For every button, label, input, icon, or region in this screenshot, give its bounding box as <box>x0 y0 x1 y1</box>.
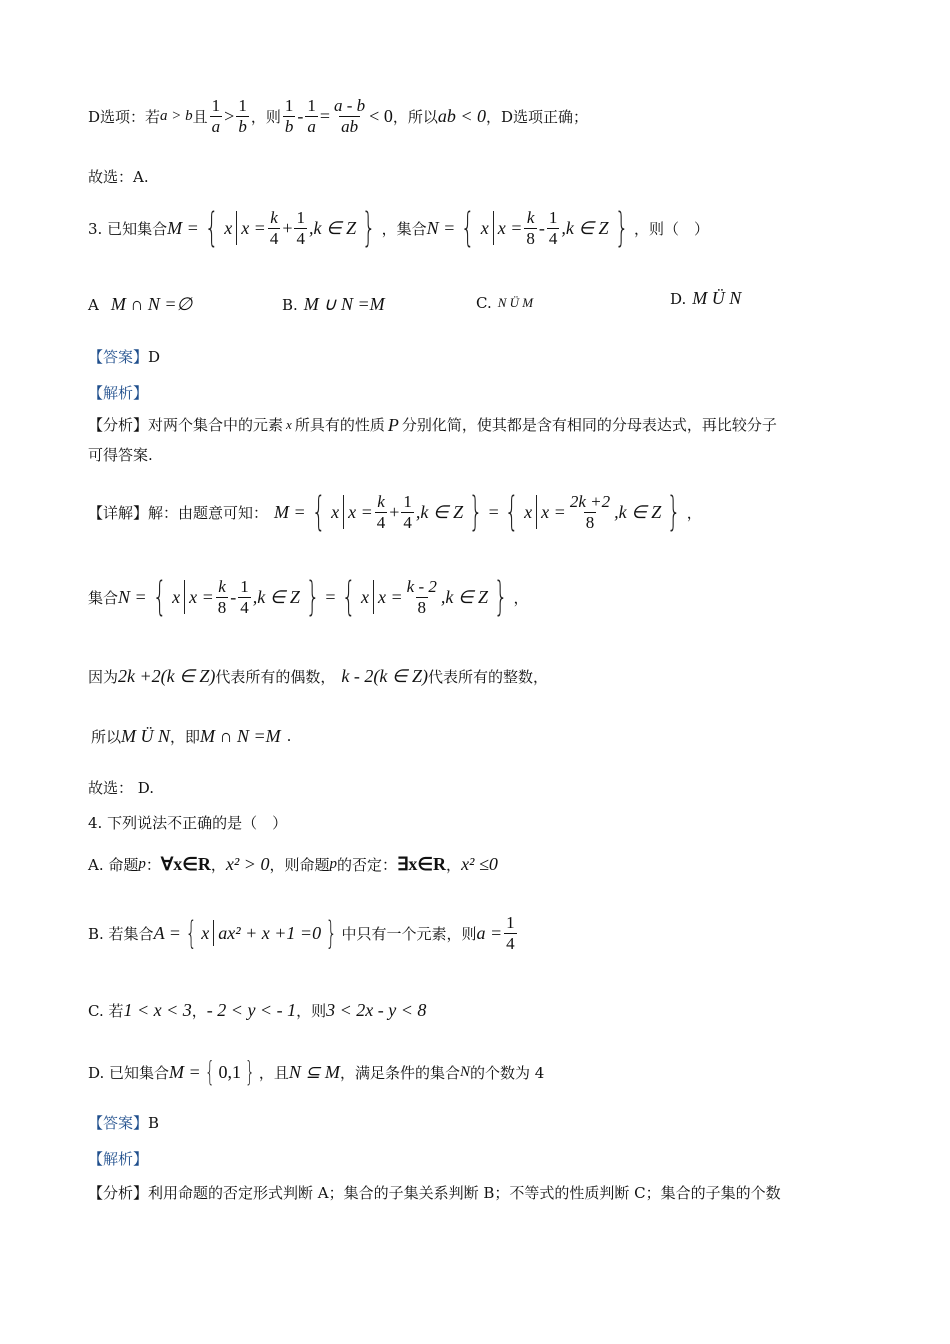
q4a-comma: ， <box>446 855 462 874</box>
q4-option-a <box>88 846 498 882</box>
left-brace: { <box>204 205 219 251</box>
left-brace: { <box>152 574 167 620</box>
set-bar <box>213 920 214 946</box>
set-expr-x: x = <box>497 217 523 238</box>
q4a-comma: ， <box>210 855 226 874</box>
option-d-label: D. <box>670 289 687 308</box>
answer-3 <box>88 346 160 367</box>
var-p: P <box>387 415 399 435</box>
var-x: x <box>286 417 292 432</box>
set-bar <box>184 580 185 614</box>
set-n-line <box>88 572 529 622</box>
q4c-prefix: C. 若 <box>88 1001 124 1020</box>
k-in-z: ,k ∈ Z <box>415 501 464 522</box>
analysis-3: 【解析】 <box>88 384 149 402</box>
q4c-text: ，则 <box>296 1001 327 1020</box>
q4d-text-3: 的个数为 4 <box>469 1063 545 1082</box>
option-b <box>282 294 385 315</box>
d-option-prefix: D选项：若 <box>88 107 161 126</box>
and-text: 且 <box>192 107 208 126</box>
option-d-expr: M Ü N <box>692 288 742 308</box>
k-in-z: ,k ∈ Z <box>252 586 300 607</box>
answer-tag: 【答案】 <box>88 348 149 366</box>
var-p: p <box>329 855 337 872</box>
answer-value: B <box>148 1113 160 1132</box>
option-c-label: C. <box>476 294 492 312</box>
set-n-end: ， <box>513 588 529 607</box>
choose-a: 故选：A. <box>88 168 149 186</box>
so-prefix: 所以 <box>91 727 122 746</box>
left-brace: { <box>504 489 519 535</box>
set-expr-x: x = <box>541 501 566 522</box>
plus-sign: + <box>389 501 400 522</box>
frac-k-over-8: $\frac{k}{8}$ <box>526 207 535 248</box>
set-n-def: N = <box>118 586 147 607</box>
option-c <box>476 294 533 312</box>
set-bar <box>536 495 537 529</box>
ineq-x: 1 < x < 3 <box>123 999 192 1020</box>
fenxi-text-4: 可得答案. <box>88 446 153 464</box>
set-var-x: x <box>480 217 489 238</box>
left-brace: { <box>341 574 356 620</box>
detail-tag: 【详解】 <box>88 503 149 522</box>
fenxi-text-3: 分别化简，使其都是含有相同的分母表达式，再比较分子 <box>401 416 777 434</box>
q3-prefix: 3. 已知集合 <box>88 219 168 238</box>
frac-1-over-a: $\frac{1}{a}$ <box>211 95 221 136</box>
a-eq: a = <box>476 922 503 943</box>
fenxi-text-2: 所具有的性质 <box>294 416 385 434</box>
set-expr-x: x = <box>241 217 266 238</box>
set-var-x: x <box>361 586 370 607</box>
frac-1-over-b-2: $\frac{1}{b}$ <box>284 95 294 136</box>
ineq-y: - 2 < y < - 1 <box>206 999 297 1020</box>
set-a-def: A = <box>153 922 181 943</box>
right-brace: } <box>667 489 682 535</box>
lt-zero: < 0 <box>369 105 393 126</box>
frac-1-over-4: $\frac{1}{4}$ <box>506 912 515 953</box>
q4a-colon: ： <box>145 855 161 874</box>
so-mid: ，即 <box>170 727 201 746</box>
frac-1-over-4: $\frac{1}{4}$ <box>240 576 249 617</box>
minus-sign: - <box>538 217 545 238</box>
d-option-end: ，D选项正确； <box>486 107 589 126</box>
set-var-x: x <box>201 922 210 943</box>
frac-k-over-8: $\frac{k}{8}$ <box>217 576 227 617</box>
q4d-prefix: D. 已知集合 <box>88 1063 170 1082</box>
frac-1-over-4: $\frac{1}{4}$ <box>403 491 412 532</box>
cond-a-gt-b: a > b <box>160 107 193 124</box>
frac-a-minus-b-over-ab: $\frac{a - b}{ab}$ <box>334 95 366 136</box>
set-bar <box>236 211 237 245</box>
q3-end: ，则（ ） <box>634 219 710 238</box>
set-n-prefix: 集合 <box>88 588 119 607</box>
detail-text: 解：由题意可知： <box>148 503 269 522</box>
option-a-label: A <box>88 295 99 314</box>
expr-m-cap-n: M ∩ N =M <box>200 725 281 746</box>
var-p: p <box>138 855 146 872</box>
because-prefix: 因为 <box>88 667 119 686</box>
fenxi-tag: 【分析】 <box>88 416 149 434</box>
set-expr-x: x = <box>348 501 373 522</box>
q4a-text-2: 的否定： <box>336 855 397 874</box>
q4-option-d <box>88 1054 544 1090</box>
right-brace: } <box>493 574 508 620</box>
k-in-z: ,k ∈ Z <box>561 217 609 238</box>
analysis-3-text <box>88 410 868 470</box>
set-var-x: x <box>172 586 181 607</box>
set-var-x: x <box>524 501 533 522</box>
x-squared-le-0: x² ≤0 <box>461 853 498 874</box>
detail-end: ， <box>686 503 702 522</box>
option-b-label: B. <box>282 295 298 314</box>
gt-sign: > <box>224 105 235 126</box>
option-d <box>670 288 741 309</box>
question-3 <box>88 203 709 253</box>
set-bar <box>493 211 494 245</box>
eq-sign: = <box>319 105 330 126</box>
expr-2k-plus-2: 2k +2(k ∈ Z) <box>118 665 216 686</box>
k-in-z: ,k ∈ Z <box>308 217 357 238</box>
so-text: ，所以 <box>392 107 438 126</box>
ab-lt-zero: ab < 0 <box>437 105 486 126</box>
so-line <box>91 718 291 754</box>
q4d-text-1: ，且 <box>258 1063 289 1082</box>
q4c-comma: ， <box>191 1001 207 1020</box>
option-a-expr: M ∩ N =∅ <box>110 294 193 314</box>
option-a <box>88 294 192 315</box>
frac-1-over-a-2: $\frac{1}{a}$ <box>307 95 316 136</box>
quadratic-eqn: ax² + x +1 =0 <box>218 922 322 943</box>
frac-2k-plus-2-over-8: $\frac{2k +2}{8}$ <box>569 491 611 532</box>
q4b-prefix: B. 若集合 <box>88 924 154 943</box>
fenxi-4-text: 利用命题的否定形式判断 A；集合的子集关系判断 B；不等式的性质判断 C；集合的子集的个数 <box>148 1184 781 1202</box>
frac-1-over-4: $\frac{1}{4}$ <box>296 207 305 248</box>
n-subset-m: N ⊆ M <box>288 1061 340 1082</box>
k-in-z: ,k ∈ Z <box>440 586 489 607</box>
minus-sign: - <box>230 586 237 607</box>
right-brace: } <box>468 489 483 535</box>
forall-x-in-r: ∀x∈R <box>160 853 211 874</box>
because-text-1: 代表所有的偶数， <box>215 667 336 686</box>
q4d-text-2: ，满足条件的集合 <box>339 1063 460 1082</box>
d-option-line <box>88 92 588 140</box>
set-expr-x: x = <box>189 586 214 607</box>
left-brace: { <box>461 205 476 251</box>
exists-x-in-r: ∃x∈R <box>396 853 447 874</box>
q4a-text: ，则命题 <box>269 855 330 874</box>
eq-sign: = <box>325 586 336 607</box>
x-squared-gt-0: x² > 0 <box>225 853 270 874</box>
ineq-2x-minus-y: 3 < 2x - y < 8 <box>326 999 427 1020</box>
set-bar <box>373 580 374 614</box>
right-brace: } <box>305 574 320 620</box>
q4a-prefix: A. 命题 <box>88 855 139 874</box>
because-text-2: 代表所有的整数， <box>428 667 549 686</box>
analysis-4: 【解析】 <box>88 1150 149 1168</box>
k-in-z: ,k ∈ Z <box>614 501 662 522</box>
frac-1-over-b: $\frac{1}{b}$ <box>238 95 247 136</box>
q4-option-b <box>88 906 519 960</box>
then-text: ，则 <box>250 107 281 126</box>
plus-sign: + <box>282 217 293 238</box>
fenxi-tag: 【分析】 <box>88 1184 149 1202</box>
answer-tag: 【答案】 <box>88 1114 149 1132</box>
analysis-4-text <box>88 1182 781 1203</box>
option-b-expr: M ∪ N =M <box>303 294 385 314</box>
set-var-x: x <box>331 501 340 522</box>
expr-k-minus-2: k - 2(k ∈ Z) <box>341 665 428 686</box>
left-brace: { <box>311 489 326 535</box>
q4-option-c <box>88 992 426 1028</box>
q4b-text: 中只有一个元素，则 <box>341 924 477 943</box>
answer-4 <box>88 1112 159 1133</box>
frac-k-minus-2-over-8: $\frac{k - 2}{8}$ <box>406 576 437 617</box>
right-brace: } <box>245 1055 255 1088</box>
left-brace: { <box>204 1055 215 1088</box>
right-brace: } <box>361 205 376 251</box>
frac-k-over-4: $\frac{k}{4}$ <box>269 207 279 248</box>
set-expr-x: x = <box>378 586 403 607</box>
var-n: N <box>459 1063 470 1080</box>
right-brace: } <box>614 205 629 251</box>
eq-sign: = <box>488 501 499 522</box>
frac-k-over-4: $\frac{k}{4}$ <box>376 491 386 532</box>
set-n-def: N = <box>426 217 456 238</box>
frac-1-over-4: $\frac{1}{4}$ <box>548 207 558 248</box>
option-c-expr: N Ü M <box>497 295 534 310</box>
answer-value: D <box>148 347 161 366</box>
fenxi-text-1: 对两个集合中的元素 <box>148 416 284 434</box>
set-bar <box>343 495 344 529</box>
right-brace: } <box>325 914 337 952</box>
detail-3-line <box>88 487 702 537</box>
so-end: . <box>286 727 292 745</box>
q3-mid: ，集合 <box>381 219 427 238</box>
set-m-def: M = <box>274 501 306 522</box>
expr-m-subset-n: M Ü N <box>121 725 171 746</box>
set-m-def: M = <box>169 1061 201 1082</box>
set-m-def: M = <box>167 217 199 238</box>
minus-sign: - <box>297 105 304 126</box>
question-4: 4. 下列说法不正确的是（ ） <box>88 814 288 832</box>
set-var-x: x <box>224 217 233 238</box>
set-elements: 0,1 <box>218 1061 241 1082</box>
left-brace: { <box>185 914 197 952</box>
because-line <box>88 658 548 694</box>
choose-d: 故选： D. <box>88 779 155 797</box>
